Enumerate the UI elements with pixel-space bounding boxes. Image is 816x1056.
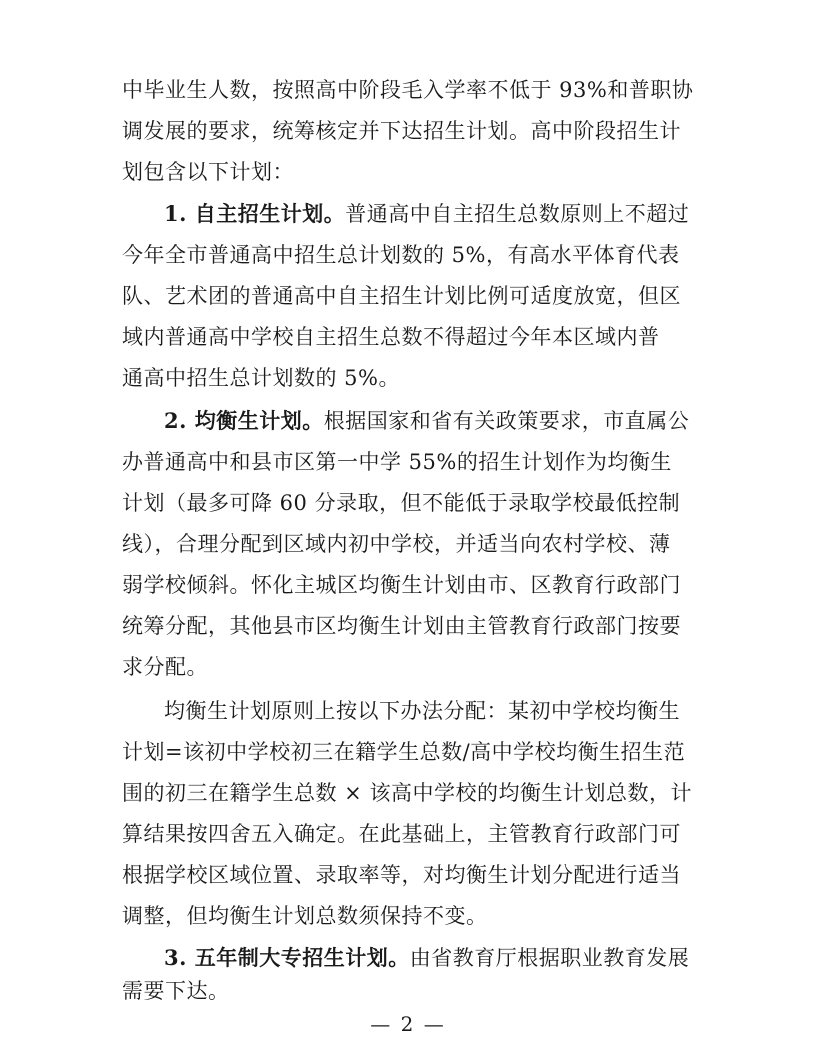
paragraph-text: 根据学校区域位置、录取率等，对均衡生计划分配进行适当	[122, 863, 681, 887]
section-heading: 3. 五年制大专招生计划。	[164, 945, 410, 970]
paragraph-text: 队、艺术团的普通高中自主招生计划比例可适度放宽，但区	[122, 284, 681, 308]
text-line	[0, 528, 816, 560]
text-line	[0, 610, 816, 642]
text-line	[0, 942, 816, 974]
text-line	[0, 405, 816, 437]
text-line	[0, 900, 816, 932]
paragraph-text: 均衡生计划原则上按以下办法分配：某初中学校均衡生	[164, 699, 680, 723]
text-line	[0, 777, 816, 809]
text-line	[0, 280, 816, 312]
paragraph-text: 线），合理分配到区域内初中学校，并适当向农村学校、薄	[122, 532, 671, 556]
text-line	[0, 74, 816, 106]
page-number: — 2 —	[370, 1012, 446, 1036]
paragraph-text: 求分配。	[122, 655, 208, 679]
paragraph-text: 围的初三在籍学生总数 × 该高中学校的均衡生计划总数，计	[122, 781, 692, 805]
text-line	[0, 487, 816, 519]
text-line	[0, 198, 816, 230]
paragraph-text: 划包含以下计划：	[122, 160, 294, 184]
paragraph-text: 调发展的要求，统筹核定并下达招生计划。高中阶段招生计	[122, 119, 681, 143]
paragraph-text: 中毕业生人数，按照高中阶段毛入学率不低于 93%和普职协	[122, 78, 694, 102]
text-line	[0, 156, 816, 188]
paragraph-text: 弱学校倾斜。怀化主城区均衡生计划由市、区教育行政部门	[122, 573, 681, 597]
paragraph-text: 通高中招生总计划数的 5%。	[122, 366, 400, 390]
text-line	[0, 859, 816, 891]
paragraph-text: 域内普通高中学校自主招生总数不得超过今年本区域内普	[122, 325, 660, 349]
paragraph-text: 计划（最多可降 60 分录取，但不能低于录取学校最低控制	[122, 491, 681, 515]
paragraph-text: 需要下达。	[122, 979, 230, 1003]
text-line	[0, 818, 816, 850]
paragraph-text: 统筹分配，其他县市区均衡生计划由主管教育行政部门按要	[122, 614, 681, 638]
text-line	[0, 239, 816, 271]
paragraph-text: 计划=该初中学校初三在籍学生总数/高中学校均衡生招生范	[122, 740, 686, 764]
text-line	[0, 115, 816, 147]
text-line	[0, 362, 816, 394]
paragraph-text: 调整，但均衡生计划总数须保持不变。	[122, 904, 488, 928]
text-line	[0, 975, 816, 1007]
text-line	[0, 695, 816, 727]
paragraph-text: 根据国家和省有关政策要求，市直属公	[323, 409, 690, 433]
text-line	[0, 651, 816, 683]
paragraph-text: 普通高中自主招生总数原则上不超过	[345, 202, 690, 226]
paragraph-text: 今年全市普通高中招生总计划数的 5%，有高水平体育代表	[122, 243, 680, 267]
text-line	[0, 569, 816, 601]
text-line	[0, 321, 816, 353]
paragraph-text: 由省教育厅根据职业教育发展	[409, 946, 690, 970]
text-line	[0, 446, 816, 478]
section-heading: 2. 均衡生计划。	[164, 408, 324, 433]
section-heading: 1. 自主招生计划。	[164, 201, 346, 226]
paragraph-text: 办普通高中和县市区第一中学 55%的招生计划作为均衡生	[122, 450, 672, 474]
paragraph-text: 算结果按四舍五入确定。在此基础上，主管教育行政部门可	[122, 822, 681, 846]
text-line	[0, 736, 816, 768]
